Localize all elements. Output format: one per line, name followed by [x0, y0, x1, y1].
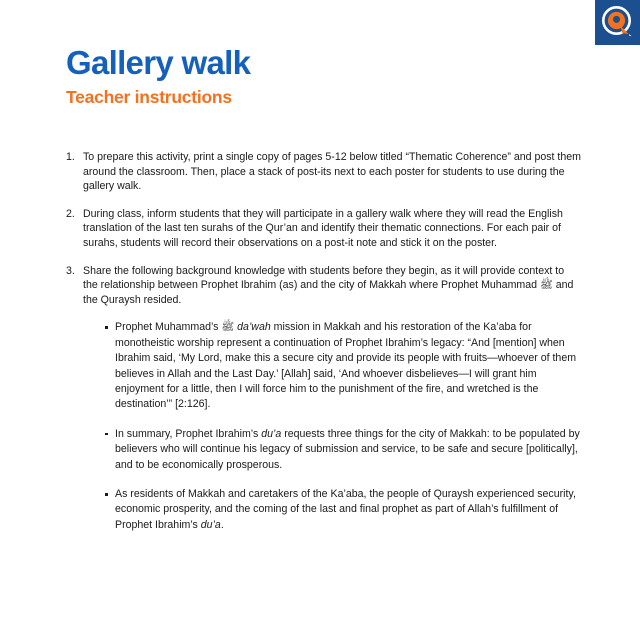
step-text-segment: Share the following background knowledge with students before they begin, as it will provide context to the relationship between Prophet Ibrahim (as) and the city of Makkah where Prophet Muhammad — [83, 264, 565, 292]
bullet-item-2 — [105, 427, 581, 473]
italic-term: du’a — [261, 427, 282, 440]
step-item-2 — [66, 207, 581, 251]
bullet-text-segment: Prophet Muhammad’s — [115, 321, 222, 334]
bullet-text-segment: mission in Makkah and his restoration of the Ka’aba for monotheistic worship represent a continuation of Prophet Ibrahim’s legacy: “And [mention] when Ibrahim said, ‘My Lord, make this a secure city and provide its people with fruits—whoever of them believes in Allah and the Last Day.’ [Allah] said, ‘And whoever disbelieves—I will grant him enjoyment for a little, then I will force him to the punishment of the fire, and wretched is the destination’” [2:126]. — [115, 321, 577, 411]
bullet-item-1 — [105, 320, 581, 412]
instructions-body — [66, 150, 581, 533]
step-text — [83, 264, 581, 308]
step-item-3 — [66, 264, 581, 534]
pbuh-honorific-glyph: ﷺ — [539, 279, 553, 292]
bullet-item-3 — [105, 487, 581, 533]
step-text: To prepare this activity, print a single copy of pages 5-12 below titled “Thematic Coherence” and post them around the classroom. Then, place a stack of post-its next to each poster for students to use during the gallery walk. — [83, 151, 581, 193]
page-subtitle: Teacher instructions — [66, 87, 232, 107]
pbuh-honorific-glyph: ﷺ — [221, 321, 235, 334]
bullet-dot-icon — [105, 433, 108, 436]
bullet-dot-icon — [105, 326, 108, 329]
background-knowledge-bullet-list — [83, 320, 581, 533]
document-header — [66, 46, 586, 107]
italic-term: du’a — [200, 518, 221, 531]
bullet-dot-icon — [105, 493, 108, 496]
bullet-text-segment: As residents of Makkah and caretakers of the Ka’aba, the people of Quraysh experienced security, economic prosperity, and the coming of the last and final prophet as part of Allah’s fulfillment of Prophet Ibrahim’s — [115, 488, 576, 531]
step-number: 3. — [66, 264, 75, 277]
step-number: 2. — [66, 207, 75, 220]
qalam-q-logo-icon — [595, 0, 640, 45]
step-item-1 — [66, 150, 581, 194]
bullet-text-segment: requests three things for the city of Makkah: to be populated by believers who will continue his legacy of submission and service, to be safe and secure [politically], and to be economically prosperous. — [115, 427, 580, 471]
bullet-text-segment: In summary, Prophet Ibrahim’s — [115, 427, 262, 440]
step-text: During class, inform students that they will participate in a gallery walk where they will read the English translation of the last ten surahs of the Qur’an and identify their thematic connections. For each pair of surahs, students will record their observations on a post-it note and stick it on the poster. — [83, 207, 563, 249]
page-title: Gallery walk — [66, 44, 251, 81]
italic-term: da’wah — [237, 321, 271, 334]
brand-logo-badge — [595, 0, 640, 45]
step-text-segment: and the Quraysh resided. — [83, 279, 574, 306]
bullet-text-segment: . — [220, 518, 224, 531]
step-number: 1. — [66, 151, 75, 163]
numbered-steps-list — [66, 150, 581, 533]
